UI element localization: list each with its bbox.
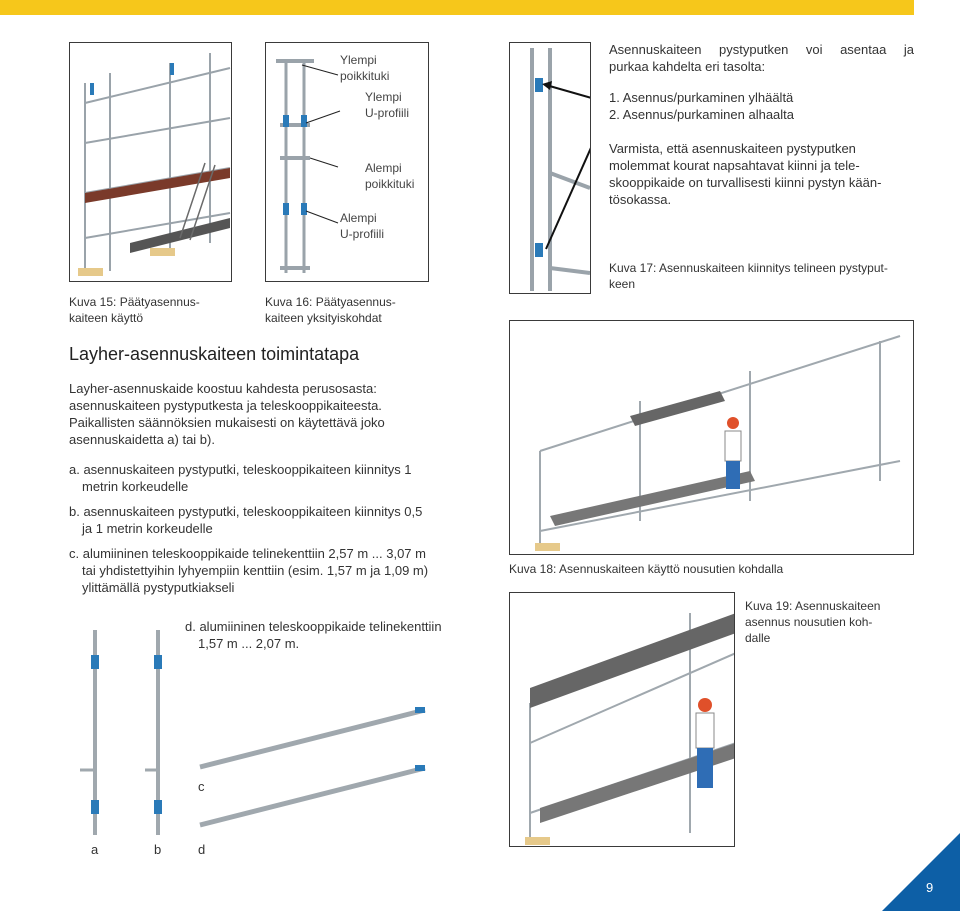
caption-line: Kuva 19: Asennuskaiteen [745, 599, 881, 613]
label-line: Ylempi [365, 90, 402, 104]
list-item: ylittämällä pystyputkiakseli [82, 580, 235, 595]
label-c: c [198, 779, 205, 794]
label-b: b [154, 842, 162, 857]
list-item: 1. Asennus/purkaminen ylhäältä [609, 90, 794, 105]
text-line: Layher-asennuskaide koostuu kahdesta perusosasta: [69, 381, 377, 396]
text-line: asennuskaiteen pystyputkesta ja teleskooppikaiteesta. [69, 398, 382, 413]
list-item: metrin korkeudelle [82, 479, 189, 494]
caption-line: asennus nousutien koh- [745, 615, 873, 629]
rail-components-illustration [70, 625, 450, 840]
label-d: d [198, 842, 206, 857]
label-line: U-profiili [340, 227, 385, 241]
label-upper-crossbar [340, 52, 389, 84]
label-lower-crossbar [365, 160, 414, 192]
post-attachment-illustration [510, 43, 591, 294]
caption-line: keen [609, 277, 636, 291]
caption-line: Kuva 16: Päätyasennus- [265, 295, 396, 309]
figure-18-image [509, 320, 914, 555]
label-upper-u-profile [365, 89, 409, 121]
caption-line: Kuva 17: Asennuskaiteen kiinnitys telineen pystyput- [609, 261, 888, 275]
figure-19-image [509, 592, 735, 847]
figure-16-caption [265, 294, 396, 326]
section-heading: Layher-asennuskaiteen toimintatapa [69, 344, 360, 364]
label-line: poikkituki [365, 177, 415, 191]
top-accent-bar [0, 0, 914, 15]
section-body [69, 380, 474, 596]
scaffold-access-illustration [510, 321, 914, 555]
list-item: ja 1 metrin korkeudelle [82, 521, 213, 536]
label-line: U-profiili [365, 106, 410, 120]
label-line: Alempi [365, 161, 402, 175]
intro-text [609, 41, 914, 208]
rail-mounting-illustration [510, 593, 735, 847]
label-lower-u-profile [340, 210, 384, 242]
list-item: 2. Asennus/purkaminen alhaalta [609, 107, 795, 122]
list-item: c. alumiininen teleskooppikaide telinekenttiin 2,57 m ... 3,07 m [69, 546, 426, 561]
text-line: molemmat kourat napsahtavat kiinni ja tele- [609, 158, 860, 173]
text-line: Varmista, että asennuskaiteen pystyputken [609, 141, 856, 156]
figure-15-image [69, 42, 232, 282]
list-item: a. asennuskaiteen pystyputki, teleskooppikaiteen kiinnitys 1 [69, 462, 412, 477]
caption-line: Kuva 15: Päätyasennus- [69, 295, 200, 309]
figure-17-image [509, 42, 591, 294]
figure-17-caption [609, 260, 888, 292]
list-item: d. alumiininen teleskooppikaide telinekenttiin [185, 619, 442, 634]
text-line: purkaa kahdelta eri tasolta: [609, 59, 766, 74]
text-line: tösokassa. [609, 192, 672, 207]
figure-15-caption [69, 294, 200, 326]
text-line: Asennuskaiteen pystyputken voi asentaa ja [609, 42, 914, 57]
list-item: 1,57 m ... 2,07 m. [198, 636, 300, 651]
figure-19-caption [745, 598, 880, 646]
scaffold-illustration [70, 43, 232, 282]
caption-line: kaiteen käyttö [69, 311, 144, 325]
label-a: a [91, 842, 99, 857]
page-number: 9 [926, 880, 934, 895]
caption-line: dalle [745, 631, 771, 645]
list-item: b. asennuskaiteen pystyputki, teleskooppikaiteen kiinnitys 0,5 [69, 504, 423, 519]
label-line: poikkituki [340, 69, 390, 83]
list-item: tai yhdistettyihin lyhyempiin kenttiin (esim. 1,57 m ja 1,09 m) [82, 563, 429, 578]
caption-line: kaiteen yksityiskohdat [265, 311, 382, 325]
text-line: skooppikaide on turvallisesti kiinni pystyn kään- [609, 175, 882, 190]
text-line: Paikallisten säännöksien mukaisesti on käytettävä joko [69, 415, 385, 430]
page-corner-accent [882, 833, 960, 911]
label-line: Ylempi [340, 53, 377, 67]
text-line: asennuskaidetta a) tai b). [69, 432, 215, 447]
figure-18-caption: Kuva 18: Asennuskaiteen käyttö nousutien kohdalla [509, 562, 784, 576]
label-line: Alempi [340, 211, 377, 225]
